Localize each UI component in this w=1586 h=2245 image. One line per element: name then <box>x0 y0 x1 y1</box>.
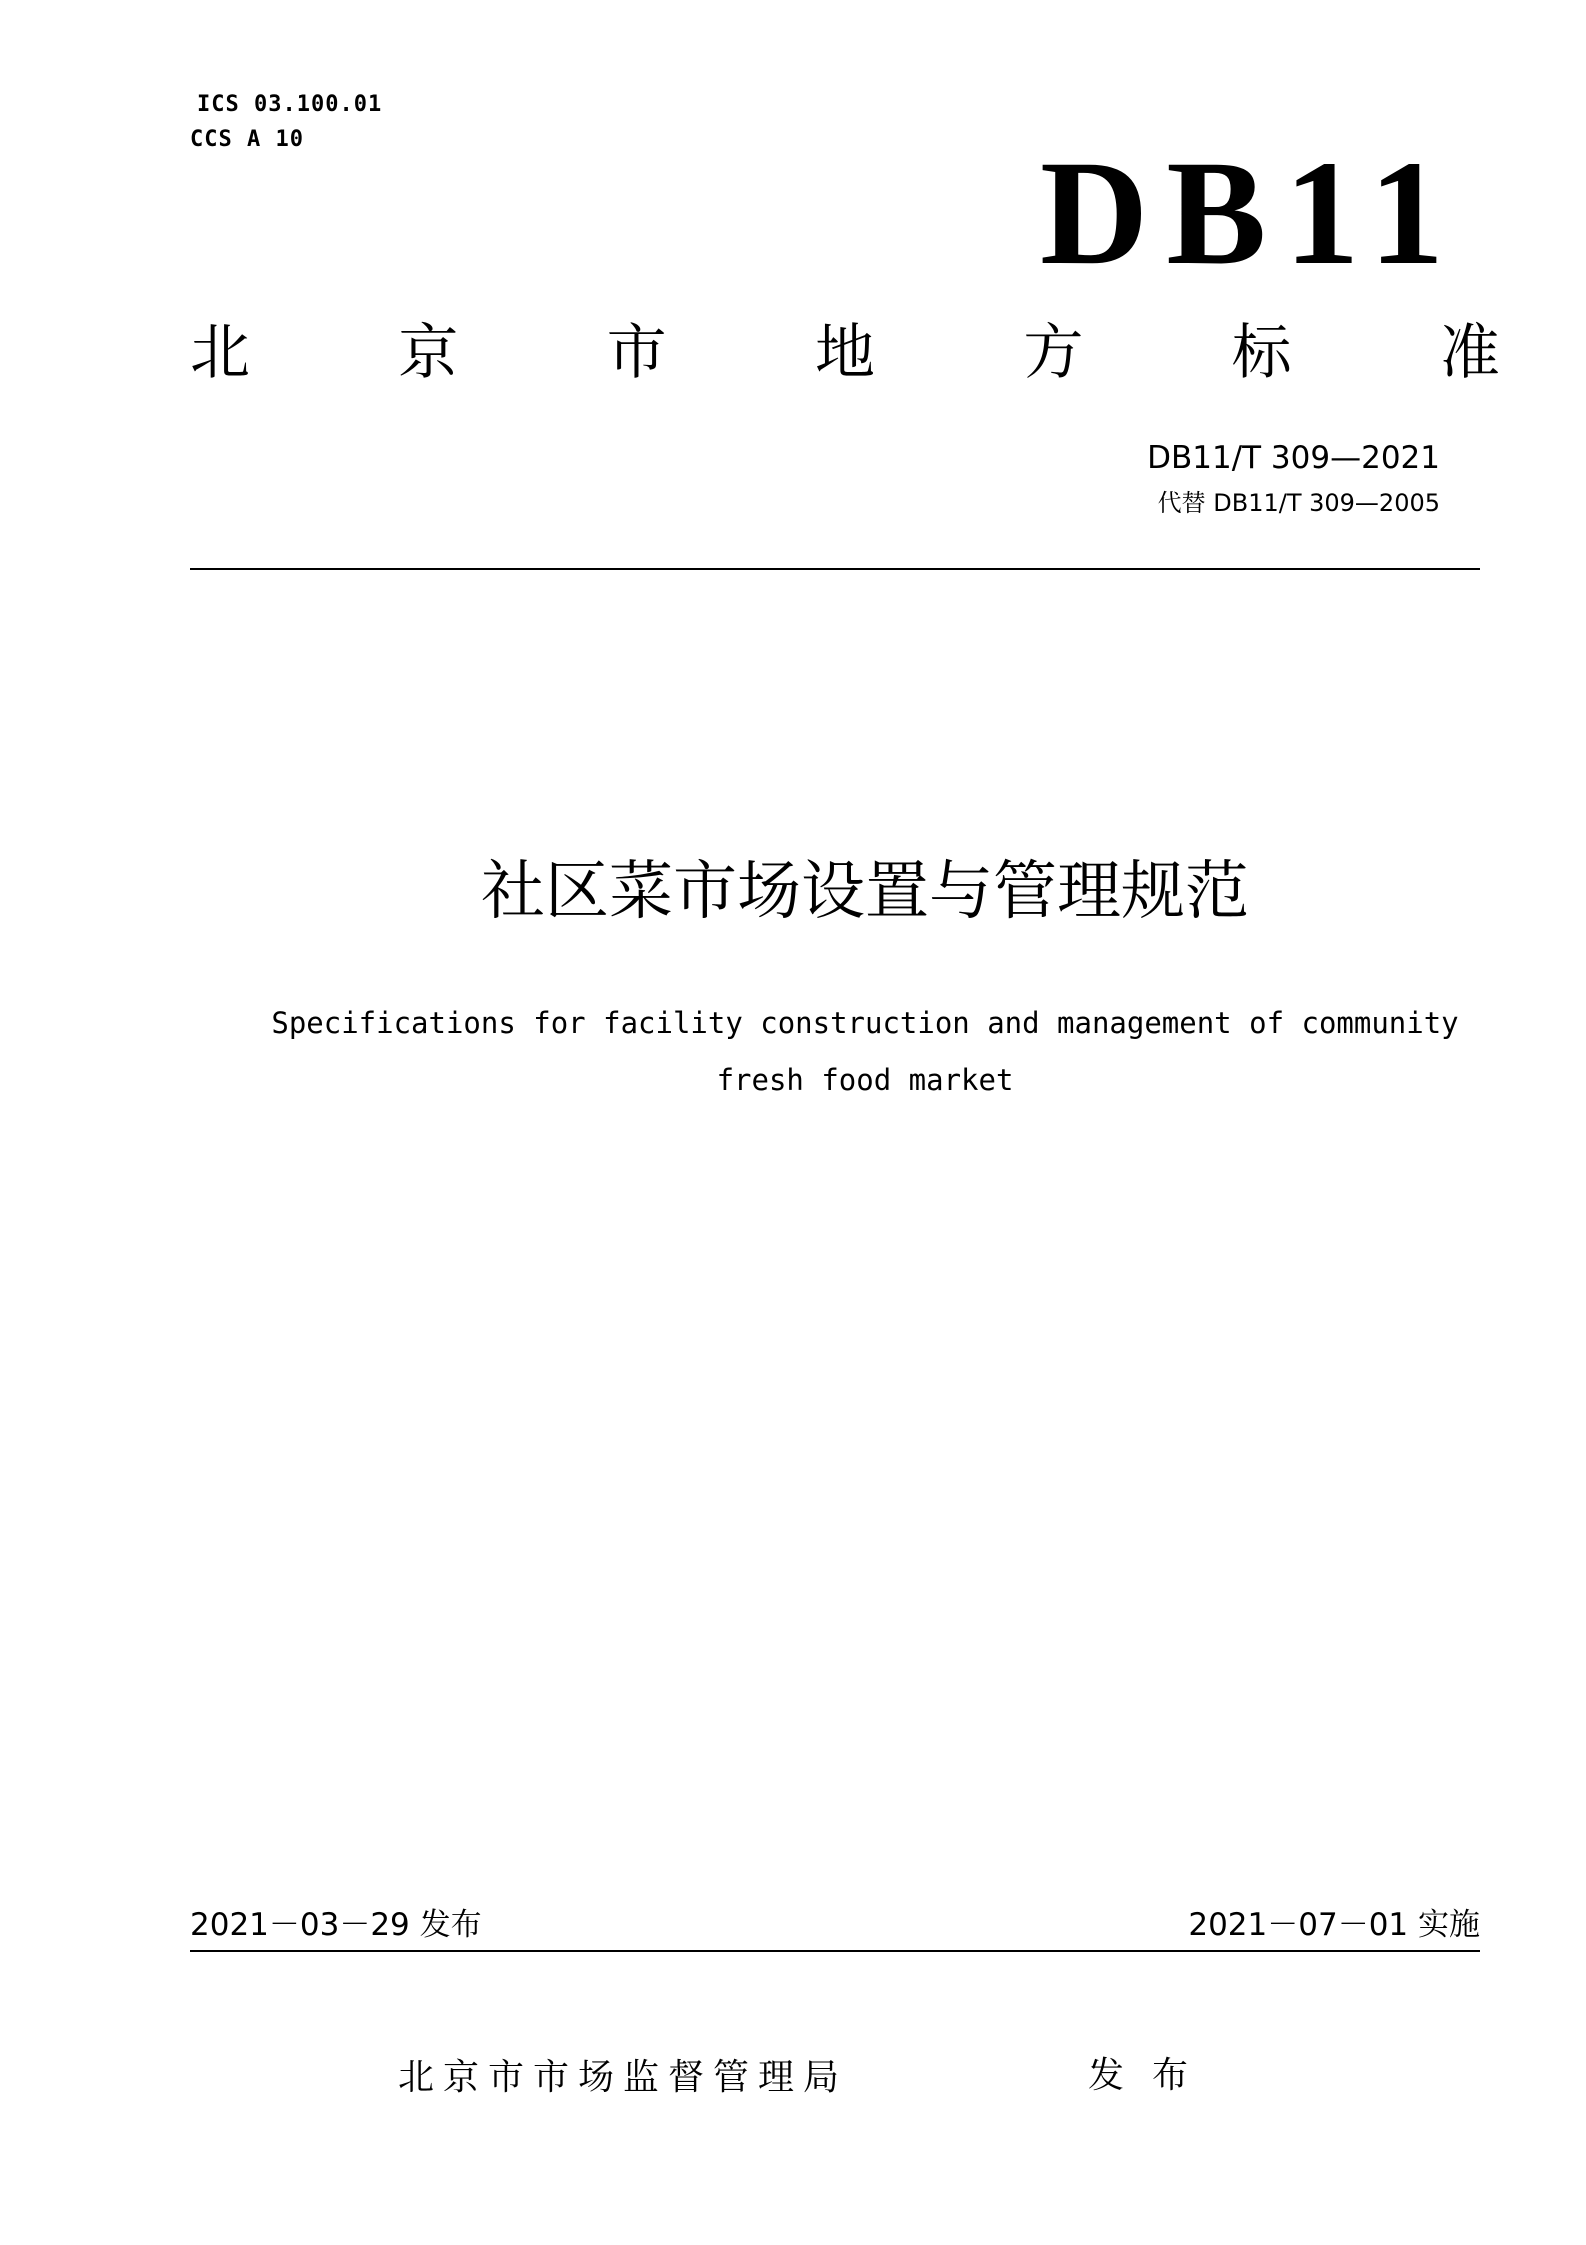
standard-name-char: 方 <box>1023 318 1084 388</box>
standard-name-char: 地 <box>814 318 875 388</box>
ics-code: ICS 03.100.01 <box>197 92 383 117</box>
standard-name-char: 市 <box>606 318 667 388</box>
publish-date: 2021－03－29 发布 <box>190 1907 482 1943</box>
document-title-chinese: 社区菜市场设置与管理规范 <box>481 855 1249 929</box>
implementation-date: 2021－07－01 实施 <box>1188 1907 1480 1943</box>
issue-label: 发布 <box>1088 2055 1217 2096</box>
english-title-line-2: fresh food market <box>716 1063 1014 1097</box>
standard-name-char: 标 <box>1231 318 1292 388</box>
standard-name-char: 京 <box>398 318 459 388</box>
document-title-english <box>190 995 1540 1109</box>
standard-name-char: 北 <box>190 318 250 388</box>
replaces-standard: 代替 DB11/T 309—2005 <box>1157 489 1440 517</box>
issuing-authority: 北京市市场监督管理局 <box>398 2057 849 2098</box>
standard-name-char: 准 <box>1439 318 1500 388</box>
ccs-code: CCS A 10 <box>190 127 304 152</box>
header-divider <box>190 568 1480 570</box>
standard-category-title <box>190 318 1500 388</box>
footer-divider <box>190 1950 1480 1952</box>
standard-number: DB11/T 309—2021 <box>1147 440 1440 476</box>
english-title-line-1: Specifications for facility construction and management of community <box>271 1006 1459 1040</box>
db11-logo: DB11 <box>1040 130 1463 296</box>
